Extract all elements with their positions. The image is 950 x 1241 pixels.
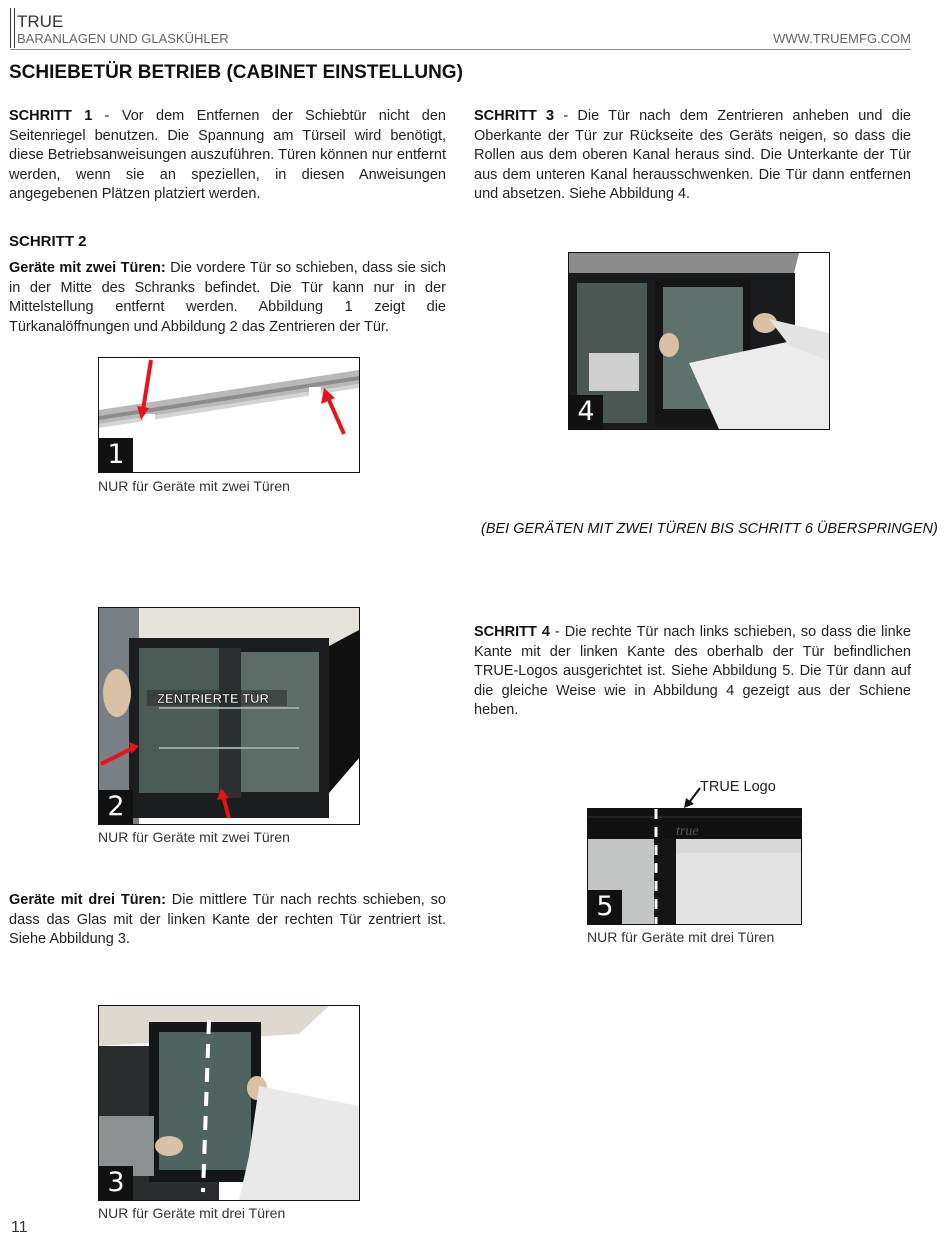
channel-opening-left bbox=[143, 414, 155, 423]
step2-two-doors-text: Die vordere Tür so schieben, dass sie sich in der Mitte des Schranks befindet. Die Tür kann nur in der Mittelstellung entfernt werden. Abbildung 1 zeigt die Türkanalöffnungen und Abbildung 2 das Zentrieren der Tür. bbox=[9, 260, 446, 335]
step4-text: - Die rechte Tür nach links schieben, so dass die linke Kante mit der linken Kante des oberhalb der Tür befindlichen TRUE-Logos ausgerichtet ist. Siehe Abbildung 5. Die Tür dann auf die gleiche Weise wie in Abbildung 4 gezeigt aus der Schiene heben. bbox=[474, 624, 911, 718]
page-number: 11 bbox=[11, 1219, 28, 1236]
step3-text: - Die Tür nach dem Zentrieren anheben und die Oberkante der Tür zur Rückseite des Geräts neigen, so dass die Rollen aus dem oberen Kanal heraus sind. Die Unterkante der Tür aus dem unteren Kanal herausschwenken. Die Tür dann entfernen und absetzen. Siehe Abbildung 4. bbox=[474, 108, 911, 202]
step4-paragraph bbox=[474, 623, 911, 721]
header-subtitle: BARANLAGEN UND GLASKÜHLER bbox=[17, 31, 229, 46]
figure-1-caption: NUR für Geräte mit zwei Türen bbox=[98, 478, 290, 494]
step2-three-doors-paragraph bbox=[9, 891, 446, 950]
true-logo-mark: true bbox=[676, 824, 699, 839]
step2-three-doors-label: Geräte mit drei Türen: bbox=[9, 892, 166, 908]
logo-pointer-arrow-icon bbox=[680, 786, 704, 810]
header-rule-mark bbox=[10, 8, 15, 48]
door-channel-illustration bbox=[99, 358, 359, 472]
figure-3-number: 3 bbox=[99, 1166, 133, 1200]
skip-note: (BEI GERÄTEN MIT ZWEI TÜREN BIS SCHRITT 6 ÜBERSPRINGEN) bbox=[481, 521, 938, 537]
figure-2-number: 2 bbox=[99, 790, 133, 824]
centered-door-photo bbox=[99, 608, 359, 824]
door-removal-photo bbox=[569, 253, 829, 429]
figure-2-caption: NUR für Geräte mit zwei Türen bbox=[98, 829, 290, 845]
figure-5 bbox=[587, 808, 802, 925]
step3-paragraph bbox=[474, 107, 911, 205]
step1-paragraph bbox=[9, 107, 446, 205]
figure-5-number: 5 bbox=[588, 890, 622, 924]
hand-left bbox=[103, 669, 131, 717]
header-url: WWW.TRUEMFG.COM bbox=[773, 31, 911, 46]
page-title: SCHIEBETÜR BETRIEB (CABINET EINSTELLUNG) bbox=[9, 62, 463, 83]
figure-4 bbox=[568, 252, 830, 430]
step3-label: SCHRITT 3 bbox=[474, 108, 555, 124]
figure-5-caption: NUR für Geräte mit drei Türen bbox=[587, 929, 775, 945]
channel-opening-right bbox=[309, 387, 321, 396]
true-logo-label: TRUE Logo bbox=[700, 779, 776, 795]
figure-2 bbox=[98, 607, 360, 825]
step4-label: SCHRITT 4 bbox=[474, 624, 550, 640]
three-door-photo bbox=[99, 1006, 359, 1200]
figure-3-caption: NUR für Geräte mit drei Türen bbox=[98, 1205, 286, 1221]
step1-label: SCHRITT 1 bbox=[9, 108, 93, 124]
step2-heading: SCHRITT 2 bbox=[9, 233, 87, 250]
figure-2-overlay-label: ZENTRIERTE TÜR bbox=[157, 691, 269, 706]
step2-two-doors-paragraph bbox=[9, 259, 446, 337]
figure-1-number: 1 bbox=[99, 438, 133, 472]
step2-two-doors-label: Geräte mit zwei Türen: bbox=[9, 260, 166, 276]
figure-3 bbox=[98, 1005, 360, 1201]
header-brand: TRUE bbox=[17, 12, 64, 31]
person-arm bbox=[239, 1086, 359, 1200]
figure-1 bbox=[98, 357, 360, 473]
step2-three-doors-text: Die mittlere Tür nach rechts schieben, so dass das Glas mit der linken Kante der rechten Tür zentriert ist. Siehe Abbildung 3. bbox=[9, 892, 447, 947]
step1-text: - Vor dem Entfernen der Schiebtür nicht den Seitenriegel benutzen. Die Spannung am Türseil wird benötigt, diese Betriebsanweisungen auszuführen. Türen können nur entfernt werden, wenn sie an speziellen, in diesen Anweisungen angegebenen Plätzen platziert werden. bbox=[9, 108, 447, 202]
figure-4-number: 4 bbox=[569, 395, 603, 429]
page-header bbox=[10, 8, 911, 50]
